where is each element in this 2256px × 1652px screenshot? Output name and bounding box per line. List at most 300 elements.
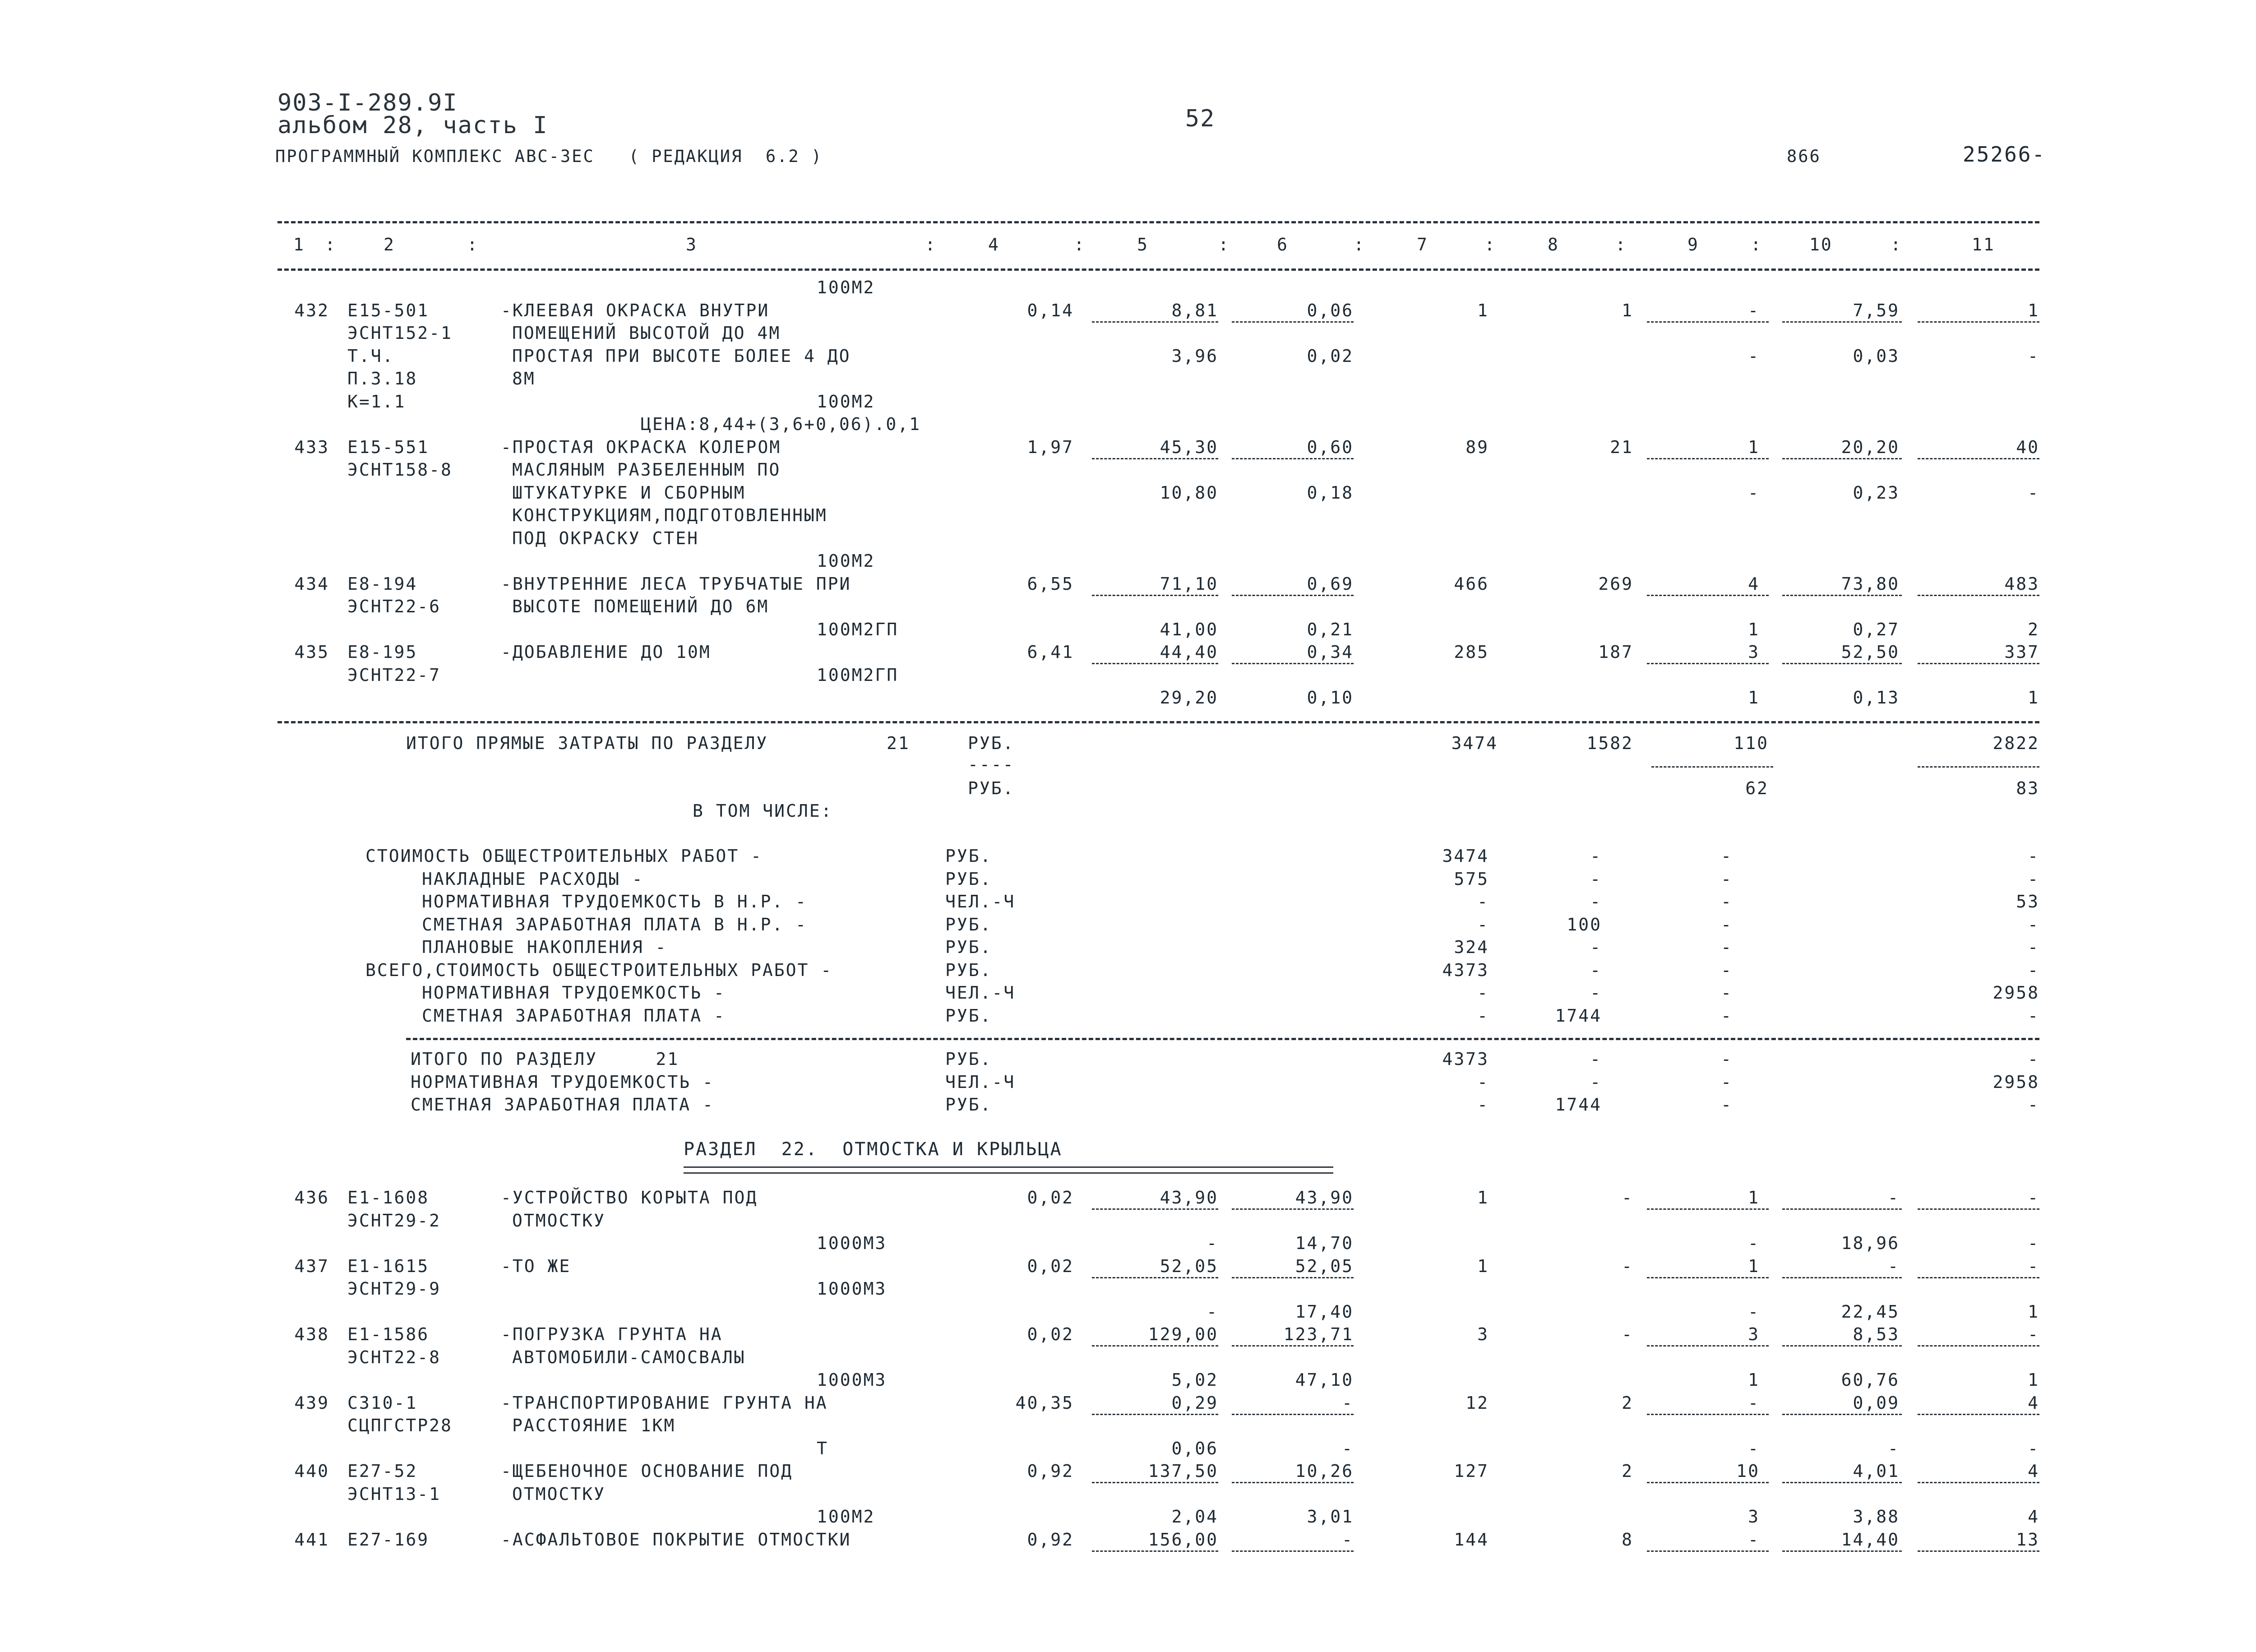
cell-c7: 127 bbox=[1454, 1461, 1489, 1481]
cell-c9: - bbox=[1748, 300, 1760, 320]
item-description: -ТРАНСПОРТИРОВАНИЕ ГРУНТА НА bbox=[501, 1393, 828, 1413]
column-separator: : bbox=[1615, 235, 1627, 255]
direct-costs-dashes: ---- bbox=[968, 754, 1015, 774]
breakdown-col9: - bbox=[1721, 869, 1733, 889]
subtotal-dash-rule bbox=[1092, 321, 1218, 323]
item-number: 432 bbox=[294, 300, 329, 320]
item-number: 434 bbox=[294, 574, 329, 594]
subtotal-dash-rule bbox=[1918, 1208, 2039, 1210]
cell-c8: 2 bbox=[1622, 1461, 1633, 1481]
cell-c6: 0,02 bbox=[1307, 346, 1354, 366]
cell-c5: 44,40 bbox=[1160, 642, 1218, 662]
cell-c11: - bbox=[2028, 346, 2039, 366]
breakdown-col7: 4373 bbox=[1442, 960, 1489, 980]
cell-c6: 43,90 bbox=[1295, 1188, 1354, 1208]
item-number: 436 bbox=[294, 1188, 329, 1208]
subtotal-dash-rule bbox=[1647, 1345, 1769, 1347]
top-rule bbox=[277, 221, 2039, 223]
subtotal-dash-rule bbox=[1647, 321, 1769, 323]
rate-code: Е1-1615 bbox=[347, 1256, 430, 1276]
cell-c11: 1 bbox=[2028, 1370, 2039, 1390]
cell-c6: - bbox=[1342, 1529, 1354, 1550]
cell-c10: 20,20 bbox=[1841, 437, 1900, 457]
cell-c7: 466 bbox=[1454, 574, 1489, 594]
column-header-9: 9 bbox=[1687, 235, 1699, 255]
item-description: -ПОГРУЗКА ГРУНТА НА bbox=[501, 1324, 723, 1344]
column-header-10: 10 bbox=[1809, 235, 1833, 255]
subtotal-dash-rule bbox=[1092, 1277, 1218, 1278]
cell-c4: 40,35 bbox=[1015, 1393, 1074, 1413]
unit-label: Т bbox=[817, 1438, 828, 1458]
cell-c11: 1 bbox=[2028, 300, 2039, 320]
column-separator: : bbox=[1218, 235, 1230, 255]
cell-c9: 1 bbox=[1748, 1370, 1760, 1390]
column-separator: : bbox=[1484, 235, 1496, 255]
item-number: 435 bbox=[294, 642, 329, 662]
cell-c4: 6,41 bbox=[1027, 642, 1074, 662]
breakdown-label: СМЕТНАЯ ЗАРАБОТНАЯ ПЛАТА В Н.Р. - bbox=[422, 914, 807, 935]
breakdown-col9: - bbox=[1721, 983, 1733, 1003]
breakdown-col8: - bbox=[1590, 869, 1602, 889]
cell-c6: 14,70 bbox=[1295, 1233, 1354, 1253]
header-bottom-rule bbox=[277, 268, 2039, 271]
subtotal-dash-rule bbox=[1782, 1277, 1902, 1278]
cell-c10: 0,27 bbox=[1853, 619, 1900, 639]
subtotal-dash-rule bbox=[1782, 1482, 1902, 1483]
cell-c7: 285 bbox=[1454, 642, 1489, 662]
breakdown-col8: - bbox=[1590, 983, 1602, 1003]
cell-c5: 10,80 bbox=[1160, 482, 1218, 503]
cell-c5: 45,30 bbox=[1160, 437, 1218, 457]
cell-c6: 47,10 bbox=[1295, 1370, 1354, 1390]
cell-c11: 40 bbox=[2016, 437, 2039, 457]
subtotal-dash-rule bbox=[1232, 1482, 1354, 1483]
cell-c5: - bbox=[1207, 1233, 1218, 1253]
program-label: ПРОГРАММНЫЙ КОМПЛЕКС АВС-3ЕС ( РЕДАКЦИЯ 6.2 ) bbox=[275, 147, 823, 166]
section-total-label: СМЕТНАЯ ЗАРАБОТНАЯ ПЛАТА - bbox=[411, 1095, 714, 1115]
item-description: ОТМОСТКУ bbox=[512, 1484, 606, 1504]
cell-c7: 3 bbox=[1477, 1324, 1489, 1344]
column-separator: : bbox=[1074, 235, 1086, 255]
cell-c6: 0,10 bbox=[1307, 688, 1354, 708]
unit-label: 100М2 bbox=[817, 391, 875, 412]
breakdown-col9: - bbox=[1721, 892, 1733, 912]
cell-c10: 0,09 bbox=[1853, 1393, 1900, 1413]
cell-c11: 2 bbox=[2028, 619, 2039, 639]
item-description: -ДОБАВЛЕНИЕ ДО 10М bbox=[501, 642, 711, 662]
cell-c5: 8,81 bbox=[1171, 300, 1218, 320]
section-total-label: НОРМАТИВНАЯ ТРУДОЕМКОСТЬ - bbox=[411, 1072, 714, 1092]
breakdown-label: СТОИМОСТЬ ОБЩЕСТРОИТЕЛЬНЫХ РАБОТ - bbox=[365, 846, 763, 866]
breakdown-unit: ЧЕЛ.-Ч bbox=[945, 983, 1016, 1003]
cell-c5: 129,00 bbox=[1148, 1324, 1218, 1344]
breakdown-label: НАКЛАДНЫЕ РАСХОДЫ - bbox=[422, 869, 644, 889]
breakdown-unit: РУБ. bbox=[945, 1005, 992, 1026]
rate-code: Е15-501 bbox=[347, 300, 430, 320]
cell-c4: 0,92 bbox=[1027, 1461, 1074, 1481]
breakdown-col9: - bbox=[1721, 846, 1733, 866]
including-label: В ТОМ ЧИСЛЕ: bbox=[693, 801, 833, 821]
direct-costs-label: ИТОГО ПРЯМЫЕ ЗАТРАТЫ ПО РАЗДЕЛУ bbox=[406, 733, 768, 753]
rate-code: СЦПГСТР28 bbox=[347, 1416, 453, 1435]
cell-c4: 0,02 bbox=[1027, 1188, 1074, 1208]
subtotal-dash-rule bbox=[1918, 458, 2039, 459]
cell-c9: - bbox=[1748, 346, 1760, 366]
cell-c6: 0,34 bbox=[1307, 642, 1354, 662]
breakdown-col11: - bbox=[2028, 937, 2039, 957]
cell-c10: 52,50 bbox=[1841, 642, 1900, 662]
breakdown-col9: - bbox=[1721, 1005, 1733, 1026]
breakdown-col9: - bbox=[1721, 914, 1733, 935]
subtotal-dash-rule bbox=[1918, 1345, 2039, 1347]
breakdown-label: НОРМАТИВНАЯ ТРУДОЕМКОСТЬ В Н.Р. - bbox=[422, 892, 807, 912]
section-22-title-underline bbox=[684, 1166, 1333, 1174]
cell-c10: 73,80 bbox=[1841, 574, 1900, 594]
subtotal-dash-rule bbox=[1782, 458, 1902, 459]
subtotal-dash-rule bbox=[1647, 1414, 1769, 1415]
column-separator: : bbox=[925, 235, 937, 255]
subtotal-dash-rule bbox=[1232, 663, 1354, 664]
cell-c10: 7,59 bbox=[1853, 300, 1900, 320]
subtotal-dash-rule bbox=[1232, 1277, 1354, 1278]
cell-c5: 156,00 bbox=[1148, 1529, 1218, 1550]
breakdown-col7: - bbox=[1477, 892, 1489, 912]
column-header-5: 5 bbox=[1137, 235, 1149, 255]
breakdown-col7: - bbox=[1477, 914, 1489, 935]
cell-c8: - bbox=[1622, 1256, 1633, 1276]
section-total-col11: - bbox=[2028, 1095, 2039, 1115]
column-separator: : bbox=[325, 235, 337, 255]
cell-c11: 483 bbox=[2004, 574, 2039, 594]
breakdown-label: ПЛАНОВЫЕ НАКОПЛЕНИЯ - bbox=[422, 937, 667, 957]
rate-code: Е1-1608 bbox=[347, 1188, 430, 1208]
subtotal-dash-rule bbox=[1918, 1414, 2039, 1415]
column-separator: : bbox=[1891, 235, 1902, 255]
breakdown-label: НОРМАТИВНАЯ ТРУДОЕМКОСТЬ - bbox=[422, 983, 726, 1003]
section-total-col11: 2958 bbox=[1992, 1072, 2039, 1092]
subtotal-dash-rule bbox=[1918, 321, 2039, 323]
breakdown-col11: - bbox=[2028, 960, 2039, 980]
cell-c6: 0,69 bbox=[1307, 574, 1354, 594]
rate-code: ЭСНТ158-8 bbox=[347, 460, 453, 480]
column-header-6: 6 bbox=[1277, 235, 1289, 255]
rate-code: ЭСНТ29-2 bbox=[347, 1210, 441, 1231]
cell-c6: 0,60 bbox=[1307, 437, 1354, 457]
item-description: 8М bbox=[512, 369, 536, 389]
cell-c11: 1 bbox=[2028, 1301, 2039, 1322]
direct-costs-col11-2: 83 bbox=[2016, 778, 2039, 798]
cell-c11: - bbox=[2028, 1256, 2039, 1276]
cell-c6: 0,18 bbox=[1307, 482, 1354, 503]
item-description: ВЫСОТЕ ПОМЕЩЕНИЙ ДО 6М bbox=[512, 597, 769, 616]
cell-c6: 0,06 bbox=[1307, 300, 1354, 320]
breakdown-unit: РУБ. bbox=[945, 846, 992, 866]
column-header-8: 8 bbox=[1548, 235, 1559, 255]
breakdown-col11: 2958 bbox=[1992, 983, 2039, 1003]
subtotal-dash-rule bbox=[1647, 595, 1769, 596]
cell-c5: 3,96 bbox=[1171, 346, 1218, 366]
item-description: ЦЕНА:8,44+(3,6+0,06).0,1 bbox=[641, 414, 921, 434]
item-description: -АСФАЛЬТОВОЕ ПОКРЫТИЕ ОТМОСТКИ bbox=[501, 1529, 851, 1550]
section-total-col8: 1744 bbox=[1555, 1095, 1602, 1115]
cell-c9: 1 bbox=[1748, 1188, 1760, 1208]
breakdown-col7: 3474 bbox=[1442, 846, 1489, 866]
subtotal-dash-rule bbox=[1232, 458, 1354, 459]
breakdown-label: СМЕТНАЯ ЗАРАБОТНАЯ ПЛАТА - bbox=[422, 1005, 726, 1026]
cell-c10: 22,45 bbox=[1841, 1301, 1900, 1322]
cell-c10: 0,13 bbox=[1853, 688, 1900, 708]
section-total-col7: - bbox=[1477, 1095, 1489, 1115]
unit-label: 100М2ГП bbox=[817, 619, 899, 639]
subtotal-dash-rule bbox=[1782, 1550, 1902, 1552]
subtotal-dash-rule bbox=[1647, 458, 1769, 459]
subtotal-dash-rule bbox=[1232, 1208, 1354, 1210]
column-header-1: 1 bbox=[293, 235, 305, 255]
subtotal-dash-rule bbox=[1918, 1482, 2039, 1483]
breakdown-col8: - bbox=[1590, 960, 1602, 980]
item-description: -ВНУТРЕННИЕ ЛЕСА ТРУБЧАТЫЕ ПРИ bbox=[501, 574, 851, 594]
cell-c8: - bbox=[1622, 1324, 1633, 1344]
column-header-2: 2 bbox=[384, 235, 395, 255]
breakdown-unit: РУБ. bbox=[945, 869, 992, 889]
rate-code: ЭСНТ22-6 bbox=[347, 597, 441, 616]
column-header-4: 4 bbox=[988, 235, 1000, 255]
cell-c5: 2,04 bbox=[1171, 1507, 1218, 1527]
section-total-col8: - bbox=[1590, 1049, 1602, 1069]
cell-c7: 1 bbox=[1477, 1256, 1489, 1276]
breakdown-col11: - bbox=[2028, 1005, 2039, 1026]
section-22-title: РАЗДЕЛ 22. ОТМОСТКА И КРЫЛЬЦА bbox=[684, 1139, 1063, 1160]
cell-c8: 1 bbox=[1622, 300, 1633, 320]
album-label: альбом 28, часть I bbox=[277, 112, 548, 139]
breakdown-col8: 1744 bbox=[1555, 1005, 1602, 1026]
subtotal-dash-rule bbox=[1918, 1550, 2039, 1552]
cell-c11: - bbox=[2028, 1233, 2039, 1253]
breakdown-col7: 324 bbox=[1454, 937, 1489, 957]
item-description: ПРОСТАЯ ПРИ ВЫСОТЕ БОЛЕЕ 4 ДО bbox=[512, 346, 851, 366]
subtotal-dash-rule bbox=[1647, 663, 1769, 664]
cell-c6: 17,40 bbox=[1295, 1301, 1354, 1322]
direct-costs-col9-2: 62 bbox=[1745, 778, 1769, 798]
item-description: ПОД ОКРАСКУ СТЕН bbox=[512, 528, 699, 548]
cell-c5: - bbox=[1207, 1301, 1218, 1322]
breakdown-col11: - bbox=[2028, 846, 2039, 866]
breakdown-col8: - bbox=[1590, 937, 1602, 957]
section-total-unit: РУБ. bbox=[945, 1095, 992, 1115]
cell-c9: 3 bbox=[1748, 1324, 1760, 1344]
direct-costs-col8: 1582 bbox=[1586, 733, 1633, 753]
rate-code: Е27-52 bbox=[347, 1461, 418, 1481]
cell-c11: 4 bbox=[2028, 1393, 2039, 1413]
subtotal-dash-rule bbox=[1782, 321, 1902, 323]
cell-c9: - bbox=[1748, 1393, 1760, 1413]
cell-c7: 12 bbox=[1465, 1393, 1489, 1413]
page-number: 52 bbox=[1185, 105, 1216, 132]
subtotal-dash-rule bbox=[1092, 1345, 1218, 1347]
cell-c5: 41,00 bbox=[1160, 619, 1218, 639]
cell-c10: 18,96 bbox=[1841, 1233, 1900, 1253]
cell-c6: - bbox=[1342, 1393, 1354, 1413]
subtotal-dash-rule bbox=[1092, 1414, 1218, 1415]
subtotal-dash-rule bbox=[1647, 1277, 1769, 1278]
subtotal-dash-rule bbox=[1647, 1208, 1769, 1210]
cell-c6: 0,21 bbox=[1307, 619, 1354, 639]
cell-c9: 4 bbox=[1748, 574, 1760, 594]
totals-top-rule bbox=[277, 721, 2039, 723]
column-separator: : bbox=[467, 235, 479, 255]
breakdown-col9: - bbox=[1721, 937, 1733, 957]
cell-c6: 10,26 bbox=[1295, 1461, 1354, 1481]
subtotal-dash-rule bbox=[1092, 1550, 1218, 1552]
rate-code: Е27-169 bbox=[347, 1529, 430, 1550]
cell-c11: 4 bbox=[2028, 1461, 2039, 1481]
cell-c10: 8,53 bbox=[1853, 1324, 1900, 1344]
breakdown-unit: РУБ. bbox=[945, 914, 992, 935]
document-code: 903-I-289.9I bbox=[277, 89, 458, 116]
cell-c9: - bbox=[1748, 1301, 1760, 1322]
cell-c9: - bbox=[1748, 482, 1760, 503]
item-number: 437 bbox=[294, 1256, 329, 1276]
subtotal-dash-rule bbox=[1918, 595, 2039, 596]
subtotal-dash-rule bbox=[1647, 1550, 1769, 1552]
cell-c9: 10 bbox=[1736, 1461, 1760, 1481]
cell-c8: - bbox=[1622, 1188, 1633, 1208]
rate-code: П.3.18 bbox=[347, 369, 418, 389]
item-number: 441 bbox=[294, 1529, 329, 1550]
direct-costs-col11: 2822 bbox=[1992, 733, 2039, 753]
subtotal-dash-rule bbox=[1232, 321, 1354, 323]
section-total-col8: - bbox=[1590, 1072, 1602, 1092]
cell-c4: 0,92 bbox=[1027, 1529, 1074, 1550]
item-description: КОНСТРУКЦИЯМ,ПОДГОТОВЛЕННЫМ bbox=[512, 505, 828, 525]
cell-c9: - bbox=[1748, 1529, 1760, 1550]
rate-code: ЭСНТ13-1 bbox=[347, 1484, 441, 1504]
cell-c11: - bbox=[2028, 1438, 2039, 1458]
column-header-11: 11 bbox=[1972, 235, 1995, 255]
item-description: ПОМЕЩЕНИЙ ВЫСОТОЙ ДО 4М bbox=[512, 323, 781, 343]
unit-label: 100М2ГП bbox=[817, 665, 899, 685]
cell-c7: 1 bbox=[1477, 300, 1489, 320]
cell-c6: 3,01 bbox=[1307, 1507, 1354, 1527]
cell-c11: 4 bbox=[2028, 1507, 2039, 1527]
item-description: АВТОМОБИЛИ-САМОСВАЛЫ bbox=[512, 1347, 746, 1367]
cell-c9: 1 bbox=[1748, 437, 1760, 457]
subtotal-dash-rule bbox=[1782, 1208, 1902, 1210]
section-total-col7: 4373 bbox=[1442, 1049, 1489, 1069]
cell-c8: 269 bbox=[1598, 574, 1633, 594]
cell-c10: 0,23 bbox=[1853, 482, 1900, 503]
cell-c9: 3 bbox=[1748, 642, 1760, 662]
cell-c9: 1 bbox=[1748, 619, 1760, 639]
section-total-col11: - bbox=[2028, 1049, 2039, 1069]
cell-c5: 71,10 bbox=[1160, 574, 1218, 594]
section-total-col7: - bbox=[1477, 1072, 1489, 1092]
breakdown-unit: ЧЕЛ.-Ч bbox=[945, 892, 1016, 912]
breakdown-col11: - bbox=[2028, 914, 2039, 935]
unit-label: 100М2 bbox=[817, 278, 875, 297]
subtotal-dash-rule bbox=[1232, 1345, 1354, 1347]
column-separator: : bbox=[1354, 235, 1365, 255]
item-number: 433 bbox=[294, 437, 329, 457]
subtotal-dash-rule bbox=[1232, 595, 1354, 596]
subtotal-dash-rule bbox=[1092, 595, 1218, 596]
subtotal-dash-rule bbox=[1092, 1208, 1218, 1210]
rate-code: С310-1 bbox=[347, 1393, 418, 1413]
breakdown-col8: - bbox=[1590, 892, 1602, 912]
breakdown-col7: 575 bbox=[1454, 869, 1489, 889]
section-total-col9: - bbox=[1721, 1095, 1733, 1115]
rate-code: ЭСНТ152-1 bbox=[347, 323, 453, 343]
rate-code: К=1.1 bbox=[347, 391, 406, 412]
item-description: -КЛЕЕВАЯ ОКРАСКА ВНУТРИ bbox=[501, 300, 770, 320]
cell-c8: 21 bbox=[1610, 437, 1633, 457]
cell-c4: 0,14 bbox=[1027, 300, 1074, 320]
unit-label: 1000М3 bbox=[817, 1233, 887, 1253]
subtotal-dash-rule bbox=[1782, 663, 1902, 664]
item-description: -ЩЕБЕНОЧНОЕ ОСНОВАНИЕ ПОД bbox=[501, 1461, 793, 1481]
subtotal-dash-rule bbox=[1647, 1482, 1769, 1483]
section-total-unit: ЧЕЛ.-Ч bbox=[945, 1072, 1016, 1092]
unit-label: 100М2 bbox=[817, 1507, 875, 1527]
cell-c10: 14,40 bbox=[1841, 1529, 1900, 1550]
cell-c6: 52,05 bbox=[1295, 1256, 1354, 1276]
cell-c9: - bbox=[1748, 1233, 1760, 1253]
direct-costs-col9: 110 bbox=[1734, 733, 1769, 753]
col9-underline bbox=[1651, 766, 1773, 768]
item-description: -ТО ЖЕ bbox=[501, 1256, 571, 1276]
column-separator: : bbox=[1751, 235, 1762, 255]
sheet-reference: 866 bbox=[1787, 147, 1821, 166]
item-number: 439 bbox=[294, 1393, 329, 1413]
cell-c11: 337 bbox=[2004, 642, 2039, 662]
item-description: -ПРОСТАЯ ОКРАСКА КОЛЕРОМ bbox=[501, 437, 781, 457]
cell-c11: - bbox=[2028, 1324, 2039, 1344]
cell-c11: - bbox=[2028, 482, 2039, 503]
cell-c5: 29,20 bbox=[1160, 688, 1218, 708]
cell-c6: 123,71 bbox=[1283, 1324, 1354, 1344]
subtotal-dash-rule bbox=[1092, 1482, 1218, 1483]
item-description: МАСЛЯНЫМ РАЗБЕЛЕННЫМ ПО bbox=[512, 460, 781, 480]
cell-c4: 0,02 bbox=[1027, 1256, 1074, 1276]
cell-c10: - bbox=[1888, 1256, 1900, 1276]
cell-c5: 5,02 bbox=[1171, 1370, 1218, 1390]
item-description: ШТУКАТУРКЕ И СБОРНЫМ bbox=[512, 482, 746, 503]
cell-c5: 0,29 bbox=[1171, 1393, 1218, 1413]
breakdown-col7: - bbox=[1477, 1005, 1489, 1026]
rate-code: Е15-551 bbox=[347, 437, 430, 457]
item-number: 438 bbox=[294, 1324, 329, 1344]
cell-c10: - bbox=[1888, 1438, 1900, 1458]
cell-c7: 89 bbox=[1465, 437, 1489, 457]
subtotal-dash-rule bbox=[1918, 1277, 2039, 1278]
cell-c5: 0,06 bbox=[1171, 1438, 1218, 1458]
subtotal-dash-rule bbox=[1782, 595, 1902, 596]
cell-c7: 1 bbox=[1477, 1188, 1489, 1208]
subtotal-dash-rule bbox=[1232, 1550, 1354, 1552]
section-total-col9: - bbox=[1721, 1072, 1733, 1092]
breakdown-unit: РУБ. bbox=[945, 960, 992, 980]
subtotal-dash-rule bbox=[1918, 663, 2039, 664]
subtotal-dash-rule bbox=[1782, 1345, 1902, 1347]
cell-c10: - bbox=[1888, 1188, 1900, 1208]
rate-code: ЭСНТ29-9 bbox=[347, 1279, 441, 1299]
rate-code: Т.Ч. bbox=[347, 346, 394, 366]
cell-c5: 52,05 bbox=[1160, 1256, 1218, 1276]
section-total-unit: РУБ. bbox=[945, 1049, 992, 1069]
rate-code: ЭСНТ22-8 bbox=[347, 1347, 441, 1367]
cell-c7: 144 bbox=[1454, 1529, 1489, 1550]
item-number: 440 bbox=[294, 1461, 329, 1481]
